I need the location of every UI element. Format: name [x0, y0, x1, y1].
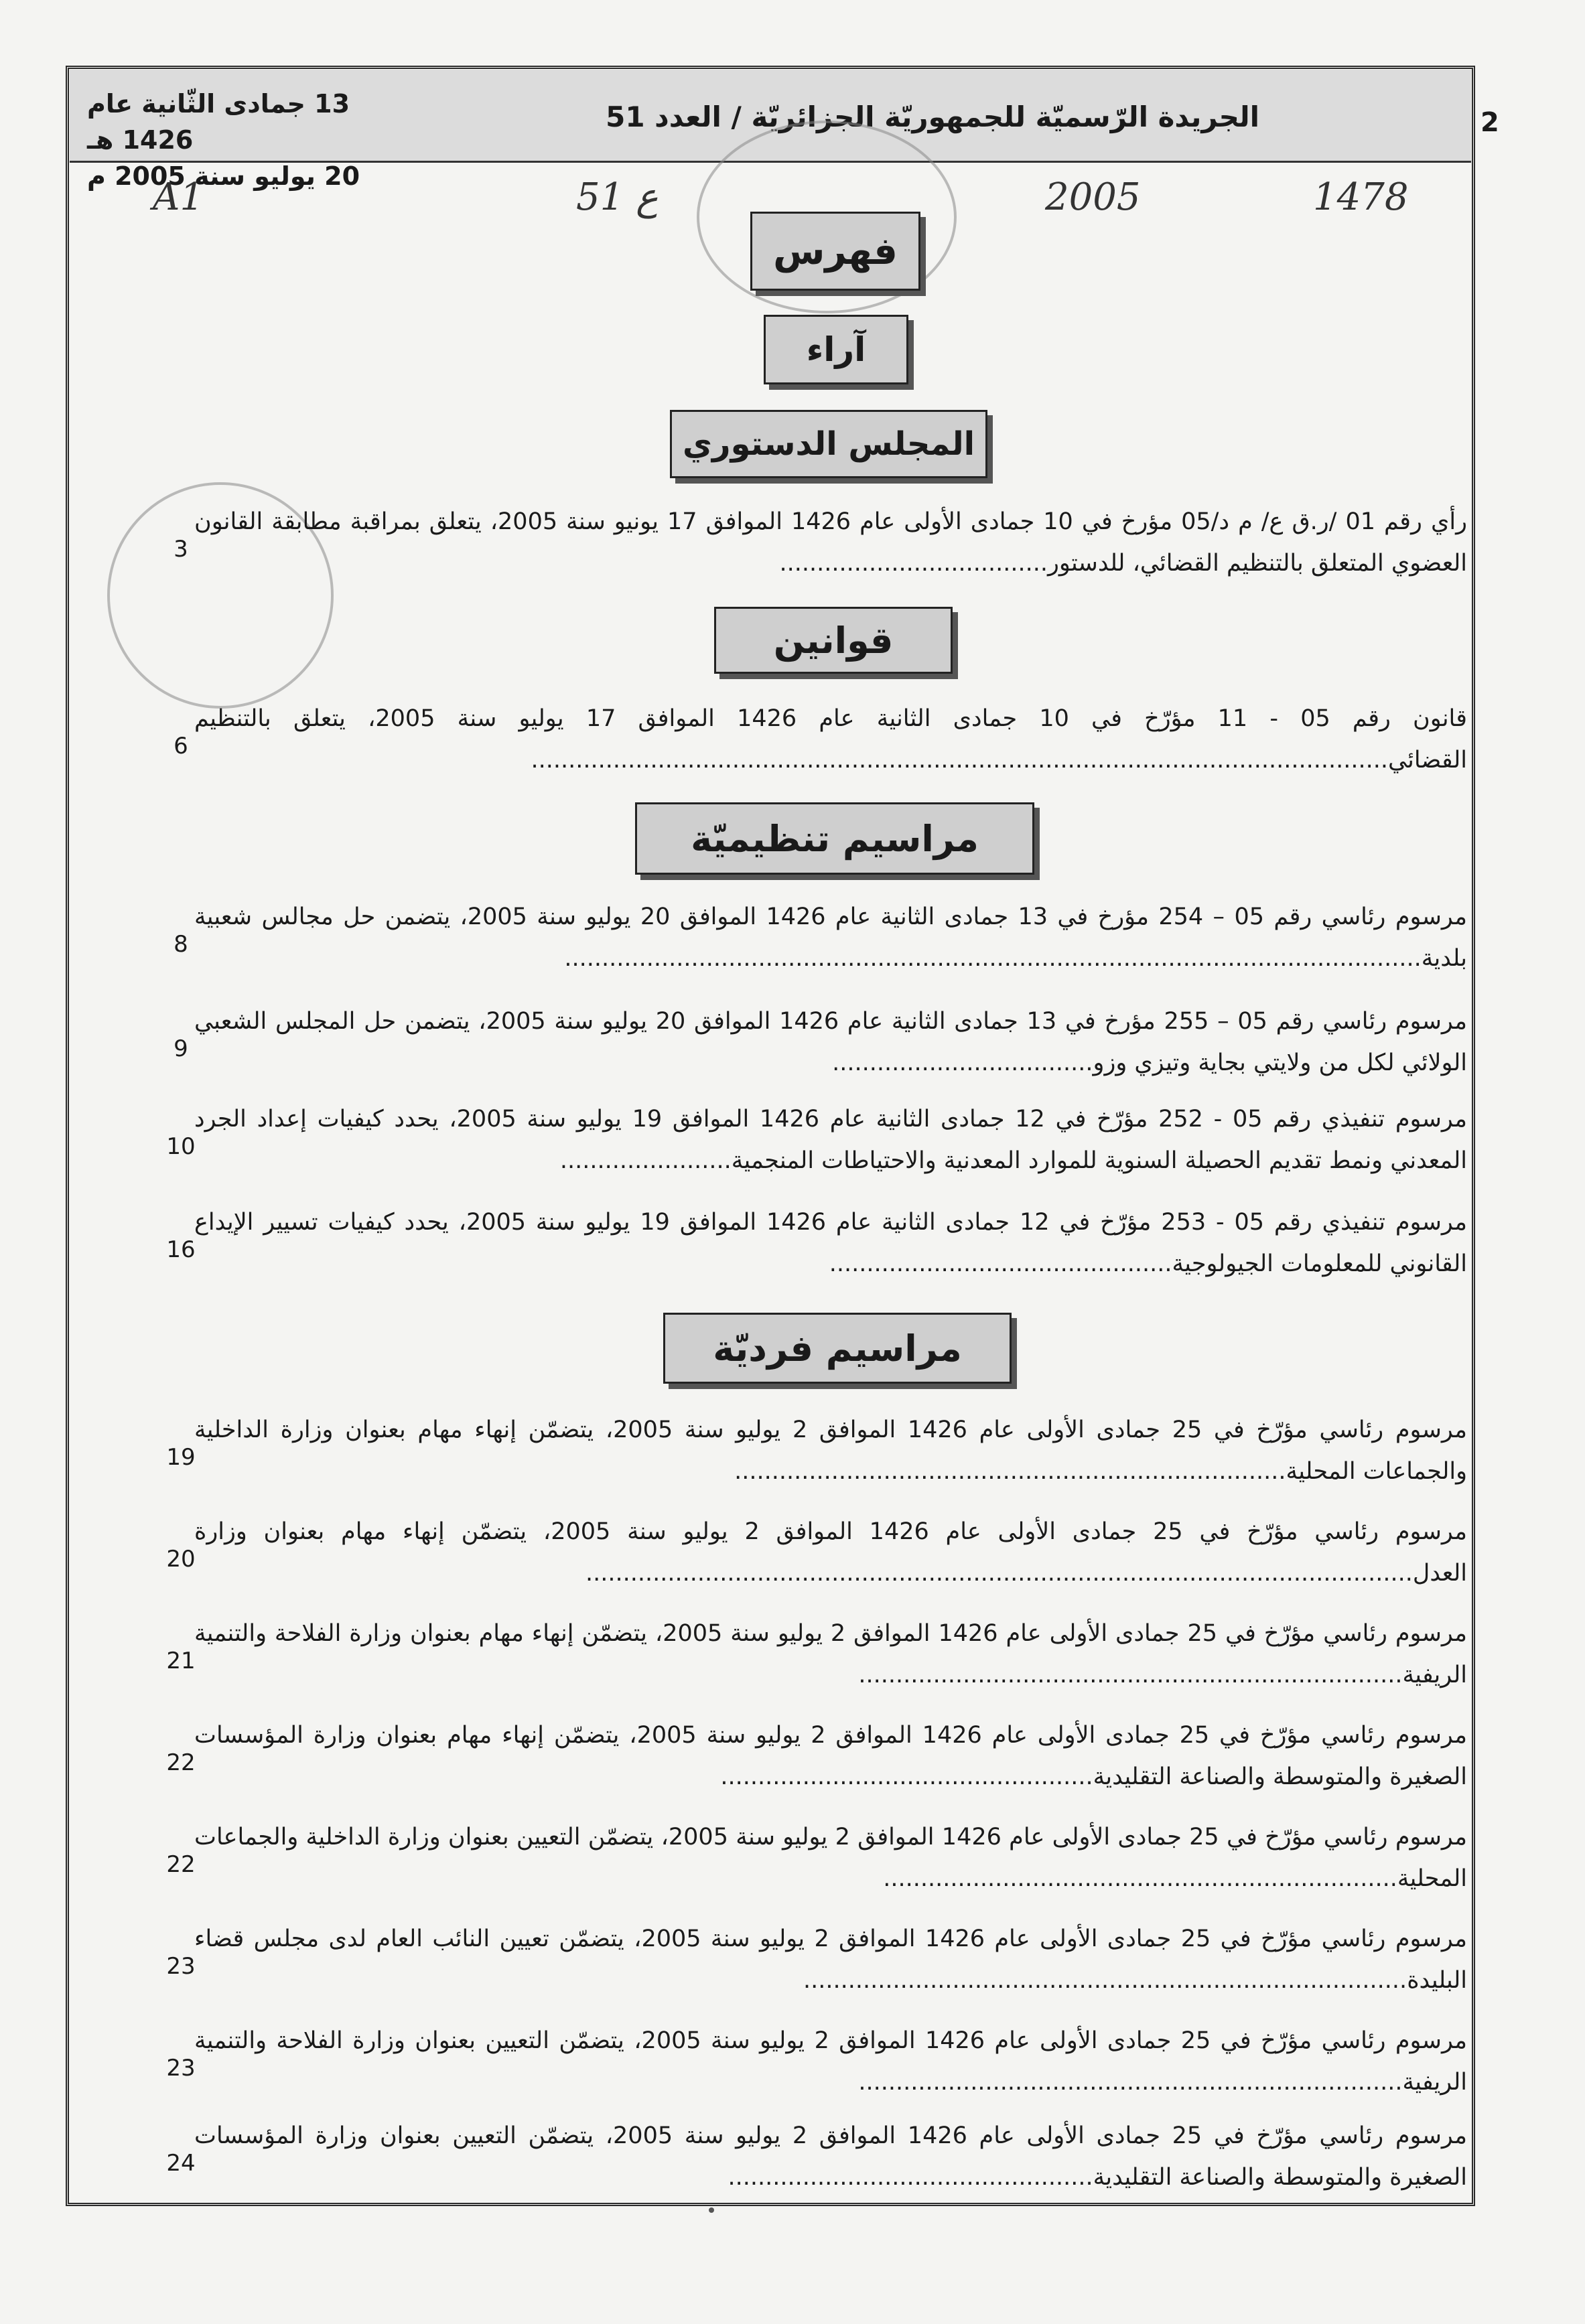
page-number: 2 [1480, 107, 1499, 138]
toc-entry: مرسوم رئاسي مؤرّخ في 25 جمادى الأولى عام 1426 الموافق 2 يوليو سنة 2005، يتضمّن التعيين بعنوان وزارة الداخلية والجماعات المحلية..................................................................... [194, 1824, 1467, 1892]
toc-page-number: 10 [166, 1133, 196, 1160]
toc-entry-text: مرسوم رئاسي مؤرّخ في 25 جمادى الأولى عام 1426 الموافق 2 يوليو سنة 2005، يتضمّن التعيين بعنوان وزارة المؤسسات الصغيرة والمتوسطة والصناعة التقليدية [194, 2122, 1467, 2191]
toc-page-number: 16 [166, 1236, 196, 1263]
toc-page-number: 23 [166, 1953, 196, 1980]
toc-entry-text: مرسوم رئاسي مؤرّخ في 25 جمادى الأولى عام 1426 الموافق 2 يوليو سنة 2005، يتضمّن إنهاء مهام بعنوان وزارة العدل [194, 1518, 1467, 1587]
section-title-index [750, 212, 920, 291]
page-footer-mark [709, 2207, 714, 2213]
section-title-laws [714, 607, 953, 674]
issue-date-gregorian: 20 يوليو سنة 2005 م [87, 161, 360, 191]
toc-entry-text: مرسوم رئاسي مؤرّخ في 25 جمادى الأولى عام 1426 الموافق 2 يوليو سنة 2005، يتضمّن إنهاء مهام بعنوان وزارة الفلاحة والتنمية الريفية [194, 1620, 1467, 1688]
section-title-constitutional-council [670, 410, 987, 478]
issue-date-hijri: 13 جمادى الثّانية عام 1426 هـ [87, 89, 350, 155]
toc-page-number: 21 [166, 1648, 196, 1674]
toc-entry: مرسوم رئاسي مؤرّخ في 25 جمادى الأولى عام 1426 الموافق 2 يوليو سنة 2005، يتضمّن إنهاء مهام بعنوان وزارة الفلاحة والتنمية الريفية......................................................................... [194, 1620, 1467, 1688]
handwritten-note-year: 2005 [1045, 175, 1141, 219]
toc-page-number: 22 [166, 1851, 196, 1878]
toc-page-number: 24 [166, 2150, 196, 2177]
toc-entry: مرسوم رئاسي مؤرّخ في 25 جمادى الأولى عام 1426 الموافق 2 يوليو سنة 2005، يتضمّن إنهاء مهام بعنوان وزارة المؤسسات الصغيرة والمتوسطة والصناعة التقليدية.................................................. [194, 1722, 1467, 1790]
toc-entry-text: مرسوم رئاسي رقم 05 – 255 مؤرخ في 13 جمادى الثانية عام 1426 الموافق 20 يوليو سنة 2005، يتضمن حل المجلس الشعبي الولائي لكل من ولايتي بجاية وتيزي وزو [194, 1008, 1467, 1076]
toc-page-number: 6 [174, 733, 188, 759]
section-title-regulatory-text: مراسيم تنظيميّة [691, 817, 979, 860]
toc-page-number: 23 [166, 2055, 196, 2082]
toc-entry-text: مرسوم رئاسي رقم 05 – 254 مؤرخ في 13 جمادى الثانية عام 1426 الموافق 20 يوليو سنة 2005، يتضمن حل مجالس شعبية بلدية [194, 903, 1467, 972]
toc-entry: مرسوم رئاسي مؤرّخ في 25 جمادى الأولى عام 1426 الموافق 2 يوليو سنة 2005، يتضمّن التعيين بعنوان وزارة الفلاحة والتنمية الريفية......................................................................... [194, 2027, 1467, 2096]
toc-entry-text: مرسوم رئاسي مؤرّخ في 25 جمادى الأولى عام 1426 الموافق 2 يوليو سنة 2005، يتضمّن تعيين النائب العام لدى مجلس قضاء البليدة [194, 1926, 1467, 1994]
toc-page-number: 3 [174, 536, 188, 563]
section-title-individual-text: مراسيم فرديّة [713, 1327, 962, 1370]
toc-entry: مرسوم رئاسي مؤرّخ في 25 جمادى الأولى عام 1426 الموافق 2 يوليو سنة 2005، يتضمّن التعيين بعنوان وزارة المؤسسات الصغيرة والمتوسطة والصناعة التقليدية................................................. [194, 2122, 1467, 2191]
toc-entry-text: قانون رقم 05 - 11 مؤرّخ في 10 جمادى الثانية عام 1426 الموافق 17 يوليو سنة 2005، يتعلق بالتنظيم القضائي [194, 705, 1467, 774]
toc-page-number: 8 [174, 931, 188, 958]
toc-entry: مرسوم رئاسي رقم 05 – 255 مؤرخ في 13 جمادى الثانية عام 1426 الموافق 20 يوليو سنة 2005، يتضمن حل المجلس الشعبي الولائي لكل من ولايتي بجاية وتيزي وزو................................... [194, 1008, 1467, 1076]
section-title-index-text: فهرس [773, 229, 898, 273]
toc-entry-text: مرسوم تنفيذي رقم 05 - 253 مؤرّخ في 12 جمادى الثانية عام 1426 الموافق 19 يوليو سنة 2005، يحدد كيفيات تسيير الإيداع القانوني للمعلومات الجيولوجية [194, 1209, 1467, 1277]
toc-entry-text: مرسوم رئاسي مؤرّخ في 25 جمادى الأولى عام 1426 الموافق 2 يوليو سنة 2005، يتضمّن التعيين بعنوان وزارة الداخلية والجماعات المحلية [194, 1824, 1467, 1892]
handwritten-note-a1: A1 [153, 175, 204, 219]
toc-entry-text: مرسوم رئاسي مؤرّخ في 25 جمادى الأولى عام 1426 الموافق 2 يوليو سنة 2005، يتضمّن إنهاء مهام بعنوان وزارة المؤسسات الصغيرة والمتوسطة والصناعة التقليدية [194, 1722, 1467, 1790]
toc-entry: مرسوم تنفيذي رقم 05 - 253 مؤرّخ في 12 جمادى الثانية عام 1426 الموافق 19 يوليو سنة 2005، يحدد كيفيات تسيير الإيداع القانوني للمعلومات الجيولوجية.............................................. [194, 1209, 1467, 1277]
toc-entry: مرسوم رئاسي مؤرّخ في 25 جمادى الأولى عام 1426 الموافق 2 يوليو سنة 2005، يتضمّن إنهاء مهام بعنوان وزارة الداخلية والجماعات المحلية.......................................................................... [194, 1417, 1467, 1485]
toc-entry: مرسوم رئاسي رقم 05 – 254 مؤرخ في 13 جمادى الثانية عام 1426 الموافق 20 يوليو سنة 2005، يتضمن حل مجالس شعبية بلدية................................................................................................................... [194, 903, 1467, 972]
toc-entry: قانون رقم 05 - 11 مؤرّخ في 10 جمادى الثانية عام 1426 الموافق 17 يوليو سنة 2005، يتعلق بالتنظيم القضائي................................................................................................................... [194, 705, 1467, 774]
toc-entry-text: مرسوم تنفيذي رقم 05 - 252 مؤرّخ في 12 جمادى الثانية عام 1426 الموافق 19 يوليو سنة 2005، يحدد كيفيات إعداد الجرد المعدني ونمط تقديم الحصيلة السنوية للموارد المعدنية والاحتياطات المنجمية [194, 1106, 1467, 1174]
toc-page-number: 20 [166, 1546, 196, 1573]
section-title-opinions-text: آراء [806, 330, 866, 369]
toc-entry-text: رأي رقم 01 /ر.ق ع/ م د/05 مؤرخ في 10 جمادى الأولى عام 1426 الموافق 17 يونيو سنة 2005، يتعلق بمراقبة مطابقة القانون العضوي المتعلق بالتنظيم القضائي، للدستور [194, 508, 1467, 577]
section-title-council-text: المجلس الدستوري [682, 425, 975, 463]
toc-page-number: 22 [166, 1749, 196, 1776]
toc-entry: مرسوم رئاسي مؤرّخ في 25 جمادى الأولى عام 1426 الموافق 2 يوليو سنة 2005، يتضمّن إنهاء مهام بعنوان وزارة العدل............................................................................................................... [194, 1518, 1467, 1587]
toc-entry: رأي رقم 01 /ر.ق ع/ م د/05 مؤرخ في 10 جمادى الأولى عام 1426 الموافق 17 يونيو سنة 2005، يتعلق بمراقبة مطابقة القانون العضوي المتعلق بالتنظيم القضائي، للدستور.................................... [194, 508, 1467, 577]
section-title-opinions [764, 315, 908, 384]
issue-date [87, 86, 409, 194]
section-title-laws-text: قوانين [773, 619, 894, 662]
section-title-regulatory-decrees [635, 802, 1034, 875]
toc-entry: مرسوم رئاسي مؤرّخ في 25 جمادى الأولى عام 1426 الموافق 2 يوليو سنة 2005، يتضمّن تعيين النائب العام لدى مجلس قضاء البليدة................................................................................. [194, 1926, 1467, 1994]
journal-title: الجريدة الرّسميّة للجمهوريّة الجزائريّة / العدد 51 [606, 100, 1259, 133]
handwritten-note-issue: 51 ع [576, 175, 659, 219]
toc-entry: مرسوم تنفيذي رقم 05 - 252 مؤرّخ في 12 جمادى الثانية عام 1426 الموافق 19 يوليو سنة 2005، يحدد كيفيات إعداد الجرد المعدني ونمط تقديم الحصيلة السنوية للموارد المعدنية والاحتياطات المنجمية....................... [194, 1106, 1467, 1174]
handwritten-note-number: 1478 [1313, 175, 1409, 219]
toc-entry-text: مرسوم رئاسي مؤرّخ في 25 جمادى الأولى عام 1426 الموافق 2 يوليو سنة 2005، يتضمّن إنهاء مهام بعنوان وزارة الداخلية والجماعات المحلية [194, 1417, 1467, 1485]
toc-page-number: 9 [174, 1035, 188, 1062]
toc-page-number: 19 [166, 1444, 196, 1471]
section-title-individual-decrees [663, 1313, 1012, 1384]
toc-entry-text: مرسوم رئاسي مؤرّخ في 25 جمادى الأولى عام 1426 الموافق 2 يوليو سنة 2005، يتضمّن التعيين بعنوان وزارة الفلاحة والتنمية الريفية [194, 2027, 1467, 2096]
